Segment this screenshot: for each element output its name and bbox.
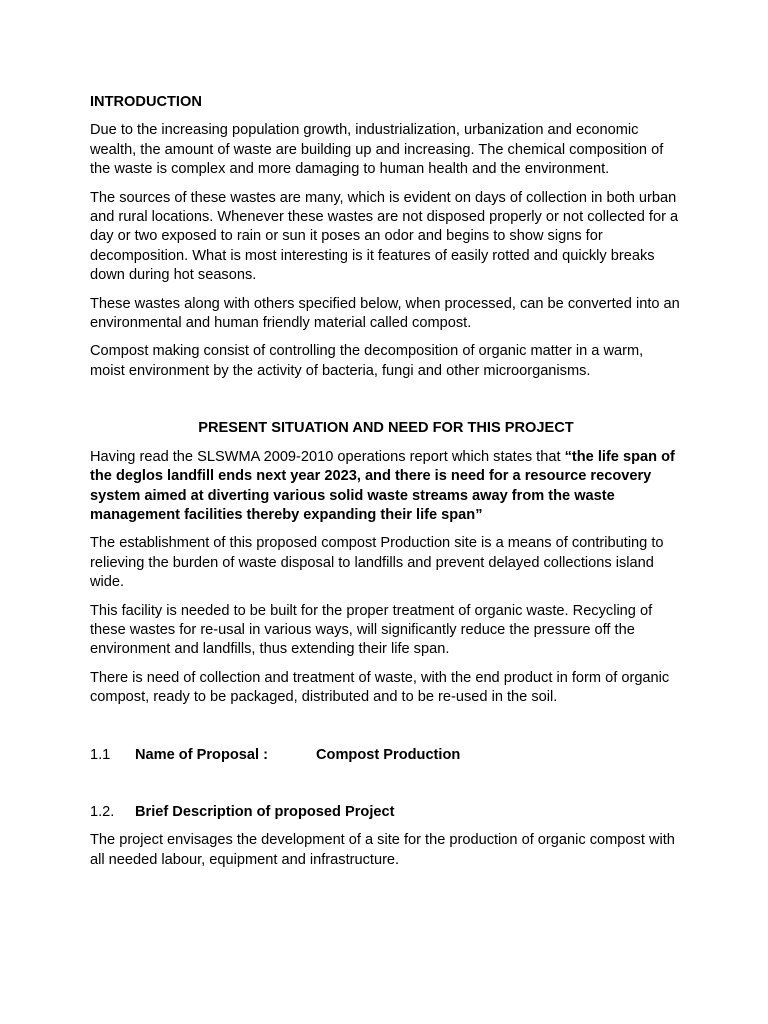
section-1-2-number: 1.2.: [90, 803, 115, 820]
situation-paragraph-1: The establishment of this proposed compost Production site is a means of contributing to relieving the burden of waste disposal to landfills and prevent delayed collections island wide.: [90, 535, 664, 591]
present-situation-heading: PRESENT SITUATION AND NEED FOR THIS PROJECT: [198, 420, 574, 437]
section-1-2-paragraph: The project envisages the development of a site for the production of organic compost with all needed labour, equipment and infrastructure.: [90, 832, 675, 868]
section-1-1-number: 1.1: [90, 746, 111, 763]
situation-paragraph-3: There is need of collection and treatment of waste, with the end product in form of organic compost, ready to be packaged, distributed and to be re-used in the soil.: [90, 669, 670, 706]
section-1-1-row: [90, 746, 682, 765]
section-1-2-label: Brief Description of proposed Project: [135, 803, 395, 820]
intro-paragraph-1: Due to the increasing population growth, industrialization, urbanization and economic wealth, the amount of waste are building up and increasing. The chemical composition of the waste is complex and more damaging to human health and the environment.: [90, 122, 664, 178]
situation-paragraph-2: This facility is needed to be built for the proper treatment of organic waste. Recycling of these wastes for re-usal in various ways, will significantly reduce the pressure off the environment and landfills, thus extending their life span.: [90, 602, 653, 658]
quote-bold-text: “the life span of the deglos landfill ends next year 2023, and there is need for a resource recovery system aimed at diverting various solid waste streams away from the waste management facilities thereby expanding their life span”: [90, 448, 675, 523]
section-1-2-row: [90, 803, 682, 822]
quote-paragraph: [90, 448, 682, 526]
intro-paragraph-4: Compost making consist of controlling the decomposition of organic matter in a warm, moist environment by the activity of bacteria, fungi and other microorganisms.: [90, 343, 644, 379]
quote-intro-text: Having read the SLSWMA 2009-2010 operations report which states that: [90, 448, 565, 465]
section-1-1-label: Name of Proposal :: [135, 746, 268, 763]
section-1-1-value: Compost Production: [316, 746, 461, 763]
intro-paragraph-2: The sources of these wastes are many, which is evident on days of collection in both urban and rural locations. Whenever these wastes are not disposed properly or not collected for a day or two exposed to rain or sun it poses an odor and begins to show signs for decomposition. What is most interesting is it features of easily rotted and quickly breaks down during hot seasons.: [90, 189, 679, 284]
document-body: [90, 93, 682, 870]
intro-paragraph-3: These wastes along with others specified below, when processed, can be converted into an environmental and human friendly material called compost.: [90, 295, 680, 332]
introduction-heading: INTRODUCTION: [90, 94, 202, 110]
